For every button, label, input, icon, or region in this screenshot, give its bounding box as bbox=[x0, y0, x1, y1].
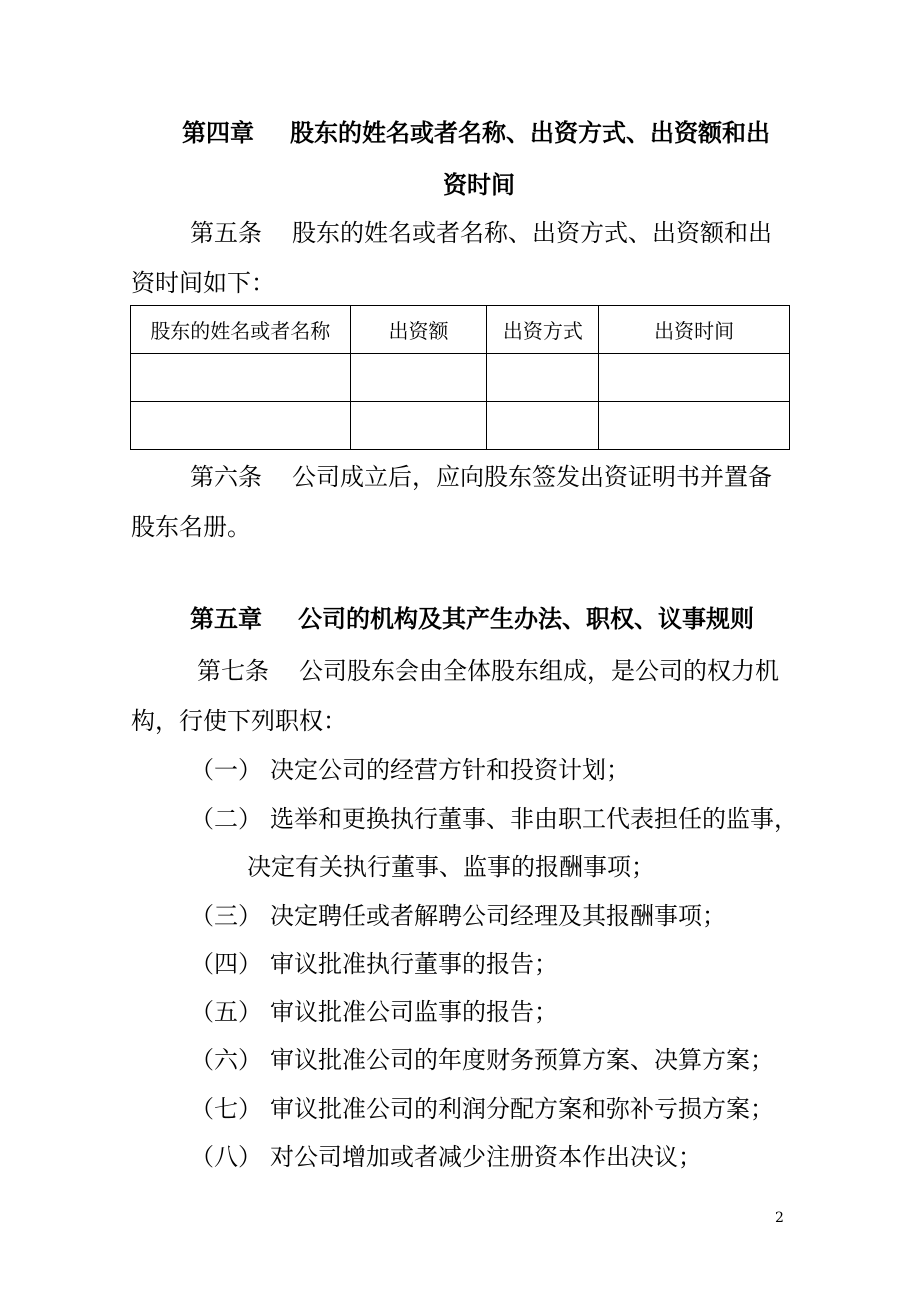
chapter-4-title-line1: 股东的姓名或者名称、出资方式、出资额和出 bbox=[290, 118, 770, 147]
list-item-text: 审议批准公司的年度财务预算方案、决算方案； bbox=[270, 1046, 774, 1074]
table-header-cell: 出资额 bbox=[350, 306, 487, 354]
list-item-number: （一） bbox=[190, 756, 262, 784]
chapter-4-heading bbox=[182, 118, 770, 148]
article-6-number: 第六条 bbox=[190, 463, 262, 491]
page-number: 2 bbox=[775, 1210, 784, 1226]
table-cell bbox=[599, 402, 790, 450]
table-cell bbox=[487, 354, 599, 402]
chapter-5-number: 第五章 bbox=[190, 604, 262, 633]
list-item bbox=[190, 1045, 774, 1075]
list-item-number: （五） bbox=[190, 998, 262, 1026]
article-7-line1 bbox=[197, 656, 779, 686]
list-item-text: 决定聘任或者解聘公司经理及其报酬事项； bbox=[270, 902, 726, 930]
article-7-text: 公司股东会由全体股东组成，是公司的权力机 bbox=[299, 657, 779, 685]
table-header-cell: 出资方式 bbox=[487, 306, 599, 354]
table-cell bbox=[599, 354, 790, 402]
list-item-text: 审议批准公司的利润分配方案和弥补亏损方案； bbox=[270, 1095, 774, 1123]
table-cell bbox=[131, 354, 351, 402]
article-6-line2: 股东名册。 bbox=[131, 513, 251, 541]
table-header-cell: 出资时间 bbox=[599, 306, 790, 354]
list-item-number: （二） bbox=[190, 805, 262, 833]
table-header-cell: 股东的姓名或者名称 bbox=[131, 306, 351, 354]
list-item bbox=[190, 1142, 702, 1172]
article-7-number: 第七条 bbox=[197, 657, 269, 685]
table-cell bbox=[131, 402, 351, 450]
list-item-text: 审议批准执行董事的报告； bbox=[270, 950, 558, 978]
table-cell bbox=[350, 402, 487, 450]
list-item-continuation: 决定有关执行董事、监事的报酬事项； bbox=[247, 853, 655, 881]
list-item-number: （四） bbox=[190, 950, 262, 978]
list-item bbox=[190, 901, 726, 931]
list-item-text: 对公司增加或者减少注册资本作出决议； bbox=[270, 1143, 702, 1171]
chapter-4-number: 第四章 bbox=[182, 118, 254, 147]
list-item-text: 选举和更换执行董事、非由职工代表担任的监事， bbox=[270, 805, 798, 833]
table-cell bbox=[350, 354, 487, 402]
article-5-line2: 资时间如下： bbox=[131, 269, 275, 297]
list-item bbox=[190, 755, 630, 785]
list-item bbox=[190, 949, 558, 979]
article-6-text: 公司成立后，应向股东签发出资证明书并置备 bbox=[292, 463, 772, 491]
article-5-line1 bbox=[190, 218, 772, 248]
article-5-number: 第五条 bbox=[190, 219, 262, 247]
table-header-row bbox=[131, 306, 790, 354]
list-item-number: （八） bbox=[190, 1143, 262, 1171]
chapter-5-title: 公司的机构及其产生办法、职权、议事规则 bbox=[298, 604, 754, 633]
list-item bbox=[190, 804, 798, 834]
table-cell bbox=[487, 402, 599, 450]
list-item-number: （三） bbox=[190, 902, 262, 930]
article-6-line1 bbox=[190, 462, 772, 492]
list-item-text: 审议批准公司监事的报告； bbox=[270, 998, 558, 1026]
list-item bbox=[190, 1094, 774, 1124]
shareholder-table bbox=[130, 305, 790, 450]
article-5-text: 股东的姓名或者名称、出资方式、出资额和出 bbox=[292, 219, 772, 247]
article-7-line2: 构，行使下列职权： bbox=[131, 707, 347, 735]
list-item-text: 决定公司的经营方针和投资计划； bbox=[270, 756, 630, 784]
list-item-number: （六） bbox=[190, 1046, 262, 1074]
table-row bbox=[131, 402, 790, 450]
list-item-number: （七） bbox=[190, 1095, 262, 1123]
table-row bbox=[131, 354, 790, 402]
list-item bbox=[190, 997, 558, 1027]
chapter-4-title-line2: 资时间 bbox=[443, 170, 515, 199]
chapter-5-heading bbox=[190, 604, 754, 634]
